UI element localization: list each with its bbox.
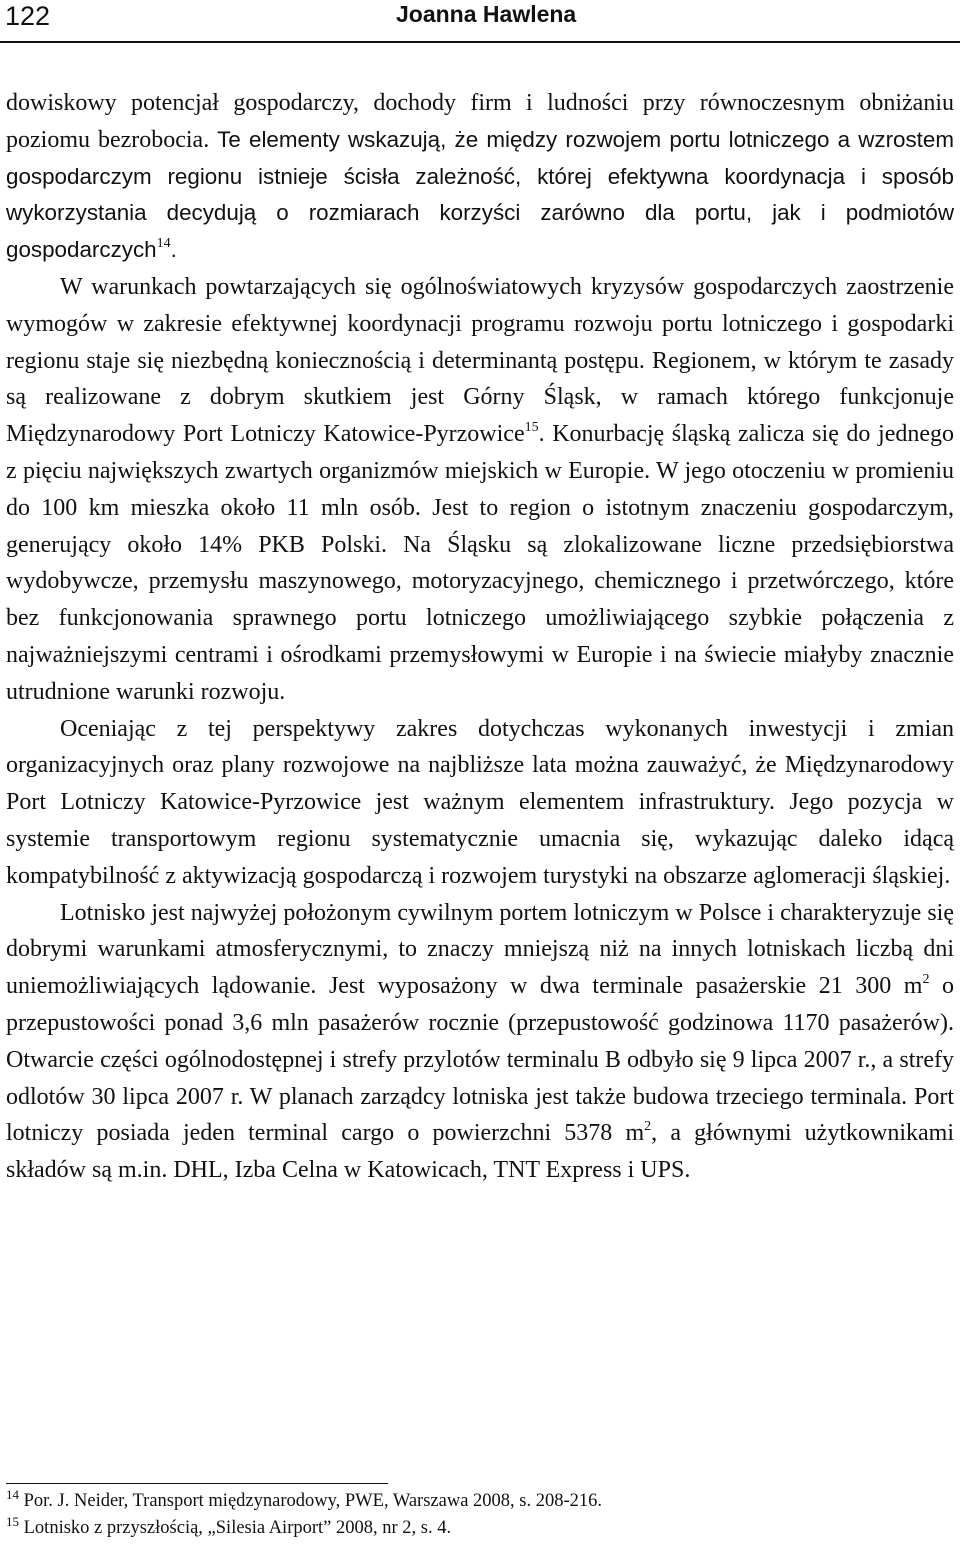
paragraph-1-end: .	[170, 237, 177, 263]
footnote-text: Lotnisko z przyszłością, „Silesia Airport” 2008, nr 2, s. 4.	[23, 1518, 452, 1538]
footnote-number: 15	[6, 1513, 19, 1529]
paragraph-4	[6, 895, 954, 1189]
footnote-14	[6, 1488, 954, 1515]
footnote-text: Por. J. Neider, Transport międzynarodowy, PWE, Warszawa 2008, s. 208-216.	[23, 1491, 603, 1511]
paragraph-2-sentence-2: Regionem, w którym te zasady są realizowane z dobrym skutkiem jest Górny Śląsk, w ramach którego funkcjonuje Międzynarodowy Port Lotniczy Katowice-Pyrzowice	[6, 347, 954, 448]
paragraph-1-sentence-1: dowiskowy potencjał gospodarczy, dochody firm i ludności przy równoczesnym obniżaniu poziomu bezrobocia.	[6, 90, 954, 153]
paragraph-2-sentence-1: W warunkach powtarzających się ogólnoświatowych kryzysów gospodarczych zaostrzenie wymogów w zakresie efektywnej koordynacji programu rozwoju portu lotniczego i gospodarki regionu staje się niezbędną koniecznością i determinantą postępu.	[6, 273, 954, 374]
paragraph-2-rest: . Konurbację śląską zalicza się do jednego z pięciu największych zwartych organizmów miejskich w Europie. W jego otoczeniu w promieniu do 100 km mieszka około 11 mln osób. Jest to region o istotnym znaczeniu gospodarczym, generujący około 14% PKB Polski. Na Śląsku są zlokalizowane liczne przedsiębiorstwa wydobywcze, przemysłu maszynowego, motoryzacyjnego, chemicznego i przetwórczego, które bez funkcjonowania sprawnego portu lotniczego umożliwiającego szybkie połączenia z najważniejszymi centrami i ośrodkami przemysłowymi w Europie i na świecie miałyby znacznie utrudnione warunki rozwoju.	[6, 421, 954, 705]
paragraph-2	[6, 269, 954, 711]
paragraph-4-part-1: Lotnisko jest najwyżej położonym cywilnym portem lotniczym w Polsce i charakteryzuje się dobrymi warunkami atmosferycznymi, to znaczy mniejszą niż na innych lotniskach liczbą dni uniemożliwiających lądowanie. Jest wyposażony w dwa terminale pasażerskie 21 300 m	[6, 899, 954, 1000]
header-rule	[0, 41, 960, 43]
footnote-number: 14	[6, 1486, 19, 1502]
paragraph-1-sentence-2: Te elementy wskazują, że między rozwojem portu lotniczego a wzrostem gospodarczym regionu istnieje ścisła zależność, której efektywna koordynacja i sposób wykorzystania decydują o rozmiarach korzyści zarówno dla portu, jak i podmiotów gospodarczych	[6, 126, 955, 263]
paragraph-1	[6, 85, 954, 269]
footnotes	[6, 1488, 954, 1542]
paragraph-4-part-2: o przepustowości ponad 3,6 mln pasażerów rocznie (przepustowość godzinowa 1170 pasażerów). Otwarcie części ogólnodostępnej i strefy przylotów terminalu B odbyło się 9 lipca 2007 r., a strefy odlotów 30 lipca 2007 r. W planach zarządcy lotniska jest także budowa trzeciego terminala. Port lotniczy posiada jeden terminal cargo o powierzchni 5378 m	[6, 973, 955, 1147]
footnote-ref-15: 15	[524, 420, 539, 436]
superscript-2-terminal-area: 2	[922, 972, 930, 988]
page-header	[0, 0, 960, 46]
paragraph-4-part-3: , a głównymi użytkownikami składów są m.in. DHL, Izba Celna w Katowicach, TNT Express i UPS.	[6, 1120, 954, 1184]
page-number: 122	[5, 1, 51, 31]
body-text	[6, 85, 954, 1189]
running-head-author: Joanna Hawlena	[396, 1, 577, 27]
footnote-15	[6, 1515, 954, 1542]
paragraph-3: Oceniając z tej perspektywy zakres dotychczas wykonanych inwestycji i zmian organizacyjnych oraz plany rozwojowe na najbliższe lata można zauważyć, że Międzynarodowy Port Lotniczy Katowice-Pyrzowice jest ważnym elementem infrastruktury. Jego pozycja w systemie transportowym regionu systematycznie umacnia się, wykazując daleko idącą kompatybilność z aktywizacją gospodarczą i rozwojem turystyki na obszarze aglomeracji śląskiej.	[6, 715, 954, 889]
footnote-ref-14: 14	[156, 236, 171, 252]
superscript-2-cargo-area: 2	[644, 1119, 652, 1135]
footnote-rule	[6, 1483, 388, 1484]
